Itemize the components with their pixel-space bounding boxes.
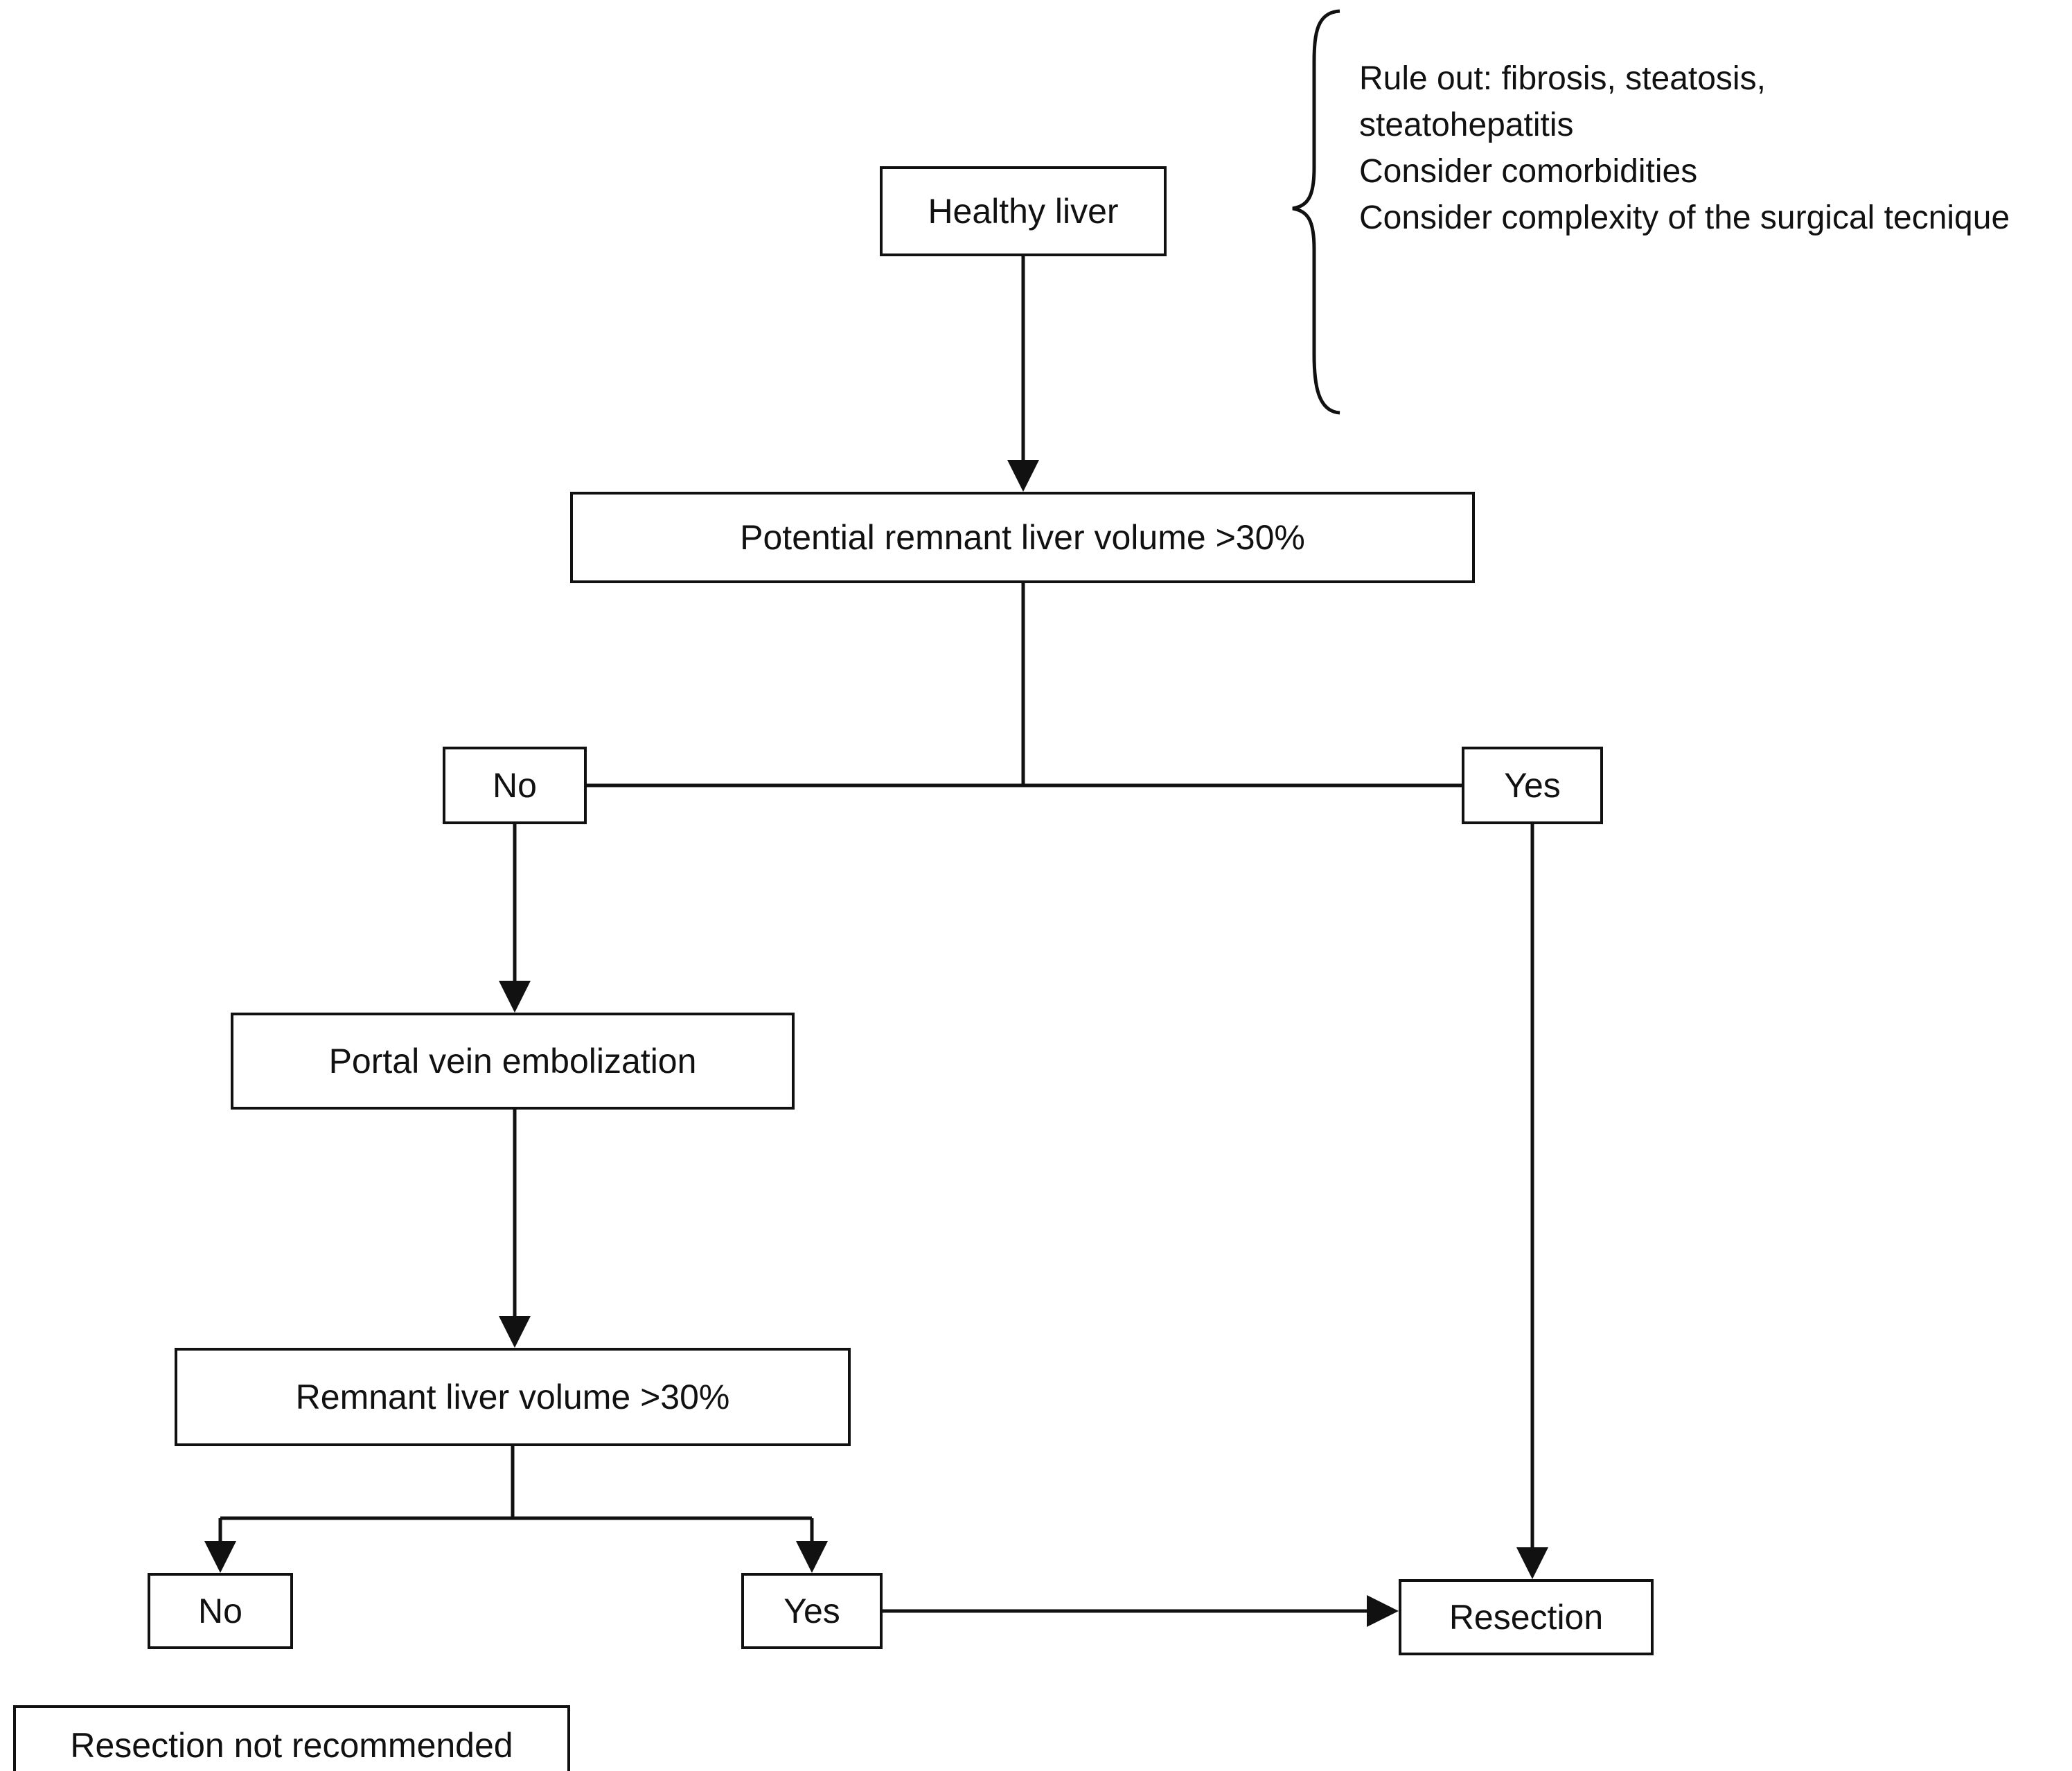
- branch-potential-no-yes: [587, 583, 1462, 785]
- node-remnant-liver-volume: Remnant liver volume >30%: [175, 1348, 851, 1446]
- arrow-yes2-to-resection: [883, 1595, 1399, 1627]
- node-healthy-liver: Healthy liver: [880, 166, 1167, 256]
- arrow-yes1-to-resection: [1516, 824, 1548, 1579]
- node-resection-not-recommended: Resection not recommended: [13, 1705, 570, 1771]
- node-yes-first: Yes: [1462, 747, 1603, 824]
- arrow-no1-to-pve: [499, 824, 531, 1013]
- node-no-first: No: [443, 747, 587, 824]
- node-resection: Resection: [1399, 1579, 1654, 1655]
- node-no-second: No: [148, 1573, 293, 1649]
- annotation-line-1: Rule out: fibrosis, steatosis,: [1359, 60, 1766, 97]
- annotation-brace: [1293, 11, 1340, 413]
- arrow-pve-to-remnant: [499, 1110, 531, 1348]
- node-yes-second: Yes: [741, 1573, 883, 1649]
- arrow-healthy-to-potential: [1007, 256, 1039, 492]
- node-portal-vein-embolization: Portal vein embolization: [231, 1013, 795, 1110]
- branch-remnant-no-yes: [204, 1446, 828, 1573]
- annotation-line-3: Consider comorbidities: [1359, 153, 1698, 190]
- annotation-line-4: Consider complexity of the surgical tecnique: [1359, 199, 2010, 236]
- annotation-line-2: steatohepatitis: [1359, 107, 1574, 143]
- node-potential-remnant-volume: Potential remnant liver volume >30%: [570, 492, 1475, 583]
- annotation-notes: [1359, 55, 2066, 241]
